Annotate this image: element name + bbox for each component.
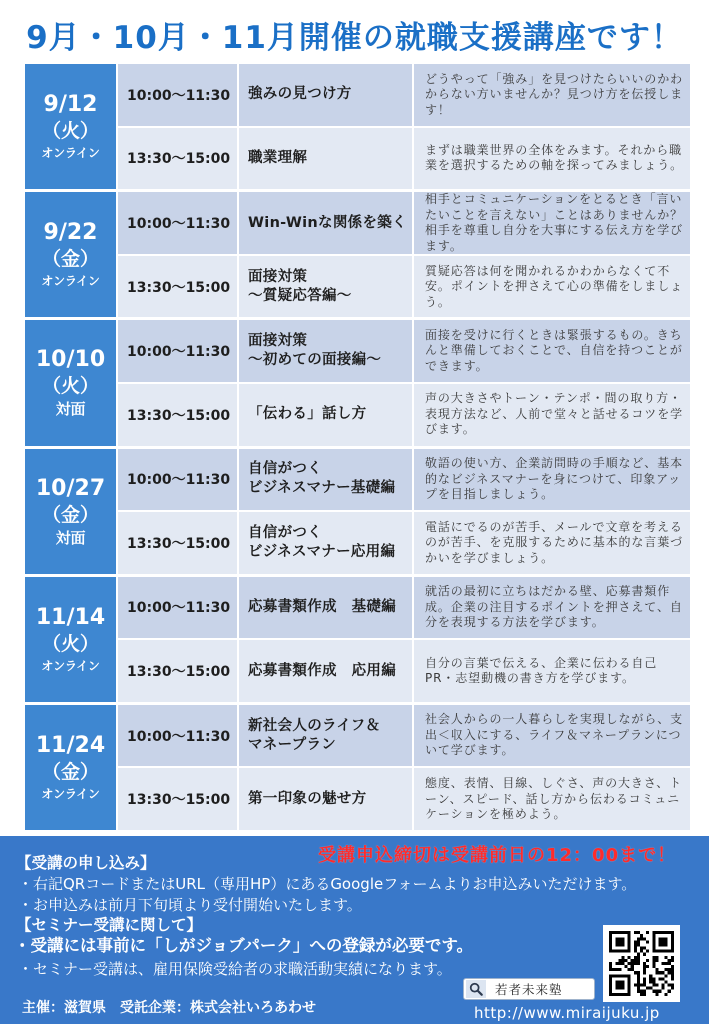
session-time	[118, 128, 237, 190]
qr-module	[658, 977, 661, 980]
session-time	[118, 640, 237, 702]
session-description-text: 相手とコミュニケーションをとるとき「言いたいことを言えない」ことはありませんか？相手を尊重し自分を大事にする伝え方を学びます。	[425, 192, 684, 253]
session-weekday: （金）	[41, 503, 99, 526]
session-weekday: （火）	[41, 375, 99, 398]
qr-module	[634, 947, 637, 950]
session-title-text: 職業理解	[248, 149, 308, 166]
session-rows	[118, 64, 690, 189]
schedule-block-1114	[25, 577, 690, 702]
session-description	[414, 64, 690, 126]
qr-module	[668, 962, 671, 965]
session-description-text: 電話にでるのが苦手、メールで文章を考えるのが苦手、を克服するために基本的な言葉づかいを学びましょう。	[425, 519, 684, 565]
website-url: http://www.miraijuku.jp	[474, 1004, 660, 1022]
qr-module	[643, 937, 646, 940]
qr-module	[618, 968, 621, 971]
session-row-morning	[118, 449, 690, 511]
qr-module	[649, 980, 652, 983]
apply-item: ・お申込みは前月下旬頃より受付開始いたします。	[18, 896, 362, 914]
session-description-text: 質疑応答は何を聞かれるかわからなくて不安。ポイントを押さえて心の準備をしましょう。	[425, 263, 684, 309]
qr-module	[631, 968, 634, 971]
qr-module	[649, 974, 652, 977]
session-title-text: 「伝わる」話し方	[248, 406, 367, 423]
session-format: オンライン	[41, 274, 100, 289]
session-title-text: 新社会人のライフ＆ マネープラン	[248, 717, 381, 753]
qr-module	[637, 937, 640, 940]
qr-module	[637, 956, 640, 959]
session-description	[414, 577, 690, 639]
session-time	[118, 449, 237, 511]
qr-module	[646, 959, 649, 962]
search-icon	[466, 980, 486, 998]
session-title	[239, 192, 412, 254]
qr-module	[625, 965, 628, 968]
qr-module	[668, 959, 671, 962]
qr-module	[646, 965, 649, 968]
session-description-text: 社会人からの一人暮らしを実現しながら、支出＜収入にする、ライフ＆マネープランについて学びます。	[425, 712, 684, 758]
search-query: 若者未来塾	[495, 982, 563, 997]
session-row-afternoon	[118, 640, 690, 702]
qr-module	[615, 937, 624, 946]
session-date: 11/24	[35, 732, 106, 758]
qr-module	[662, 971, 665, 974]
session-format: オンライン	[41, 658, 100, 673]
session-description	[414, 768, 690, 830]
qr-module	[668, 968, 671, 971]
session-time	[118, 512, 237, 574]
qr-module	[646, 950, 649, 953]
qr-module	[637, 977, 640, 980]
schedule-block-0922	[25, 192, 690, 317]
qr-module	[643, 993, 646, 996]
qr-module	[671, 956, 674, 959]
session-time	[118, 577, 237, 639]
session-time	[118, 64, 237, 126]
qr-module	[628, 968, 631, 971]
session-title-text: 応募書類作成 基礎編	[248, 598, 396, 615]
session-row-afternoon	[118, 768, 690, 830]
qr-code	[603, 925, 680, 1002]
schedule-block-1124	[25, 705, 690, 830]
session-title	[239, 256, 412, 317]
session-time-text: 10:00〜11:30	[127, 87, 231, 104]
qr-module	[643, 953, 646, 956]
apply-heading: 【受講の申し込み】	[16, 854, 156, 872]
qr-module	[628, 956, 631, 959]
session-title	[239, 128, 412, 190]
qr-module	[640, 947, 643, 950]
session-time	[118, 705, 237, 767]
qr-module	[637, 980, 640, 983]
qr-module	[640, 950, 643, 953]
session-time-text: 10:00〜11:30	[127, 216, 231, 233]
qr-module	[655, 956, 658, 959]
qr-module	[615, 968, 618, 971]
session-row-afternoon	[118, 256, 690, 317]
qr-module	[618, 962, 621, 965]
qr-module	[637, 943, 640, 946]
seminar-item: ・セミナー受講は、雇用保険受給者の求職活動実績になります。	[18, 960, 452, 978]
schedule-block-0912	[25, 64, 690, 189]
qr-module	[643, 977, 646, 980]
session-title	[239, 320, 412, 382]
qr-module	[637, 971, 640, 974]
qr-module	[634, 984, 637, 987]
search-box	[463, 978, 595, 1000]
qr-module	[671, 968, 674, 971]
session-row-afternoon	[118, 128, 690, 190]
qr-module	[631, 962, 634, 965]
schedule-block-1027	[25, 449, 690, 574]
session-row-morning	[118, 705, 690, 767]
qr-module	[634, 971, 637, 974]
qr-module	[637, 990, 640, 993]
qr-module	[612, 968, 615, 971]
qr-module	[637, 987, 640, 990]
qr-module	[671, 987, 674, 990]
qr-module	[640, 984, 643, 987]
qr-module	[643, 984, 646, 987]
qr-module	[634, 943, 637, 946]
qr-module	[671, 959, 674, 962]
qr-module	[662, 984, 665, 987]
qr-module	[631, 959, 634, 962]
session-time-text: 10:00〜11:30	[127, 344, 231, 361]
page-title: 9月・10月・11月開催の就職支援講座です！	[26, 20, 683, 56]
qr-module	[640, 993, 643, 996]
session-row-morning	[118, 192, 690, 254]
session-row-morning	[118, 577, 690, 639]
session-title	[239, 640, 412, 702]
session-format: 対面	[55, 528, 86, 547]
qr-module	[655, 993, 658, 996]
qr-module	[637, 984, 640, 987]
qr-module	[658, 990, 661, 993]
session-time-text: 13:30〜15:00	[127, 535, 231, 552]
session-format: オンライン	[41, 146, 100, 161]
session-weekday: （金）	[41, 760, 99, 783]
session-time-text: 13:30〜15:00	[127, 279, 231, 296]
session-description-text: 声の大きさやトーン・テンポ・間の取り方・表現方法など、人前で堂々と話せるコツを学びます。	[425, 391, 684, 437]
qr-module	[665, 974, 668, 977]
qr-module	[665, 968, 668, 971]
session-description	[414, 256, 690, 317]
qr-module	[634, 956, 637, 959]
qr-module	[640, 990, 643, 993]
qr-module	[634, 950, 637, 953]
session-description-text: 面接を受けに行くときは緊張するもの。きちんと準備しておくことで、自信を持つことができます。	[425, 327, 683, 373]
session-title-text: 自信がつく ビジネスマナー応用編	[248, 524, 396, 560]
qr-module	[655, 990, 658, 993]
qr-module	[652, 962, 655, 965]
qr-module	[671, 977, 674, 980]
qr-module	[665, 993, 668, 996]
session-time-text: 13:30〜15:00	[127, 664, 231, 681]
session-date: 11/14	[35, 604, 106, 630]
date-cell	[25, 320, 116, 445]
session-title	[239, 64, 412, 126]
qr-module	[621, 959, 624, 962]
qr-module	[665, 962, 668, 965]
session-title	[239, 512, 412, 574]
qr-module	[637, 974, 640, 977]
session-title	[239, 705, 412, 767]
qr-module	[621, 962, 624, 965]
qr-module	[637, 959, 640, 962]
qr-module	[658, 937, 667, 946]
date-cell	[25, 577, 116, 702]
qr-module	[634, 940, 637, 943]
session-time-text: 10:00〜11:30	[127, 472, 231, 489]
qr-module	[652, 956, 655, 959]
session-title-text: 第一印象の魅せ方	[248, 790, 367, 807]
organizer-credit: 主催：滋賀県 受託企業：株式会社いろあわせ	[22, 1000, 316, 1016]
qr-module	[615, 980, 624, 989]
qr-module	[646, 987, 649, 990]
session-description	[414, 384, 690, 446]
session-row-morning	[118, 64, 690, 126]
session-description-text: どうやって「強み」を見つけたらいいのかわからない方いませんか？見つけ方を伝授します！	[425, 71, 684, 117]
qr-module	[652, 984, 655, 987]
session-date: 10/27	[35, 475, 106, 501]
session-description-text: まずは職業世界の全体をみます。それから職業を選択するための軸を探ってみましょう。	[425, 142, 684, 173]
session-description	[414, 449, 690, 511]
qr-module	[618, 959, 621, 962]
info-footer	[0, 836, 709, 1024]
qr-module	[640, 937, 643, 940]
qr-module	[658, 971, 661, 974]
qr-module	[643, 980, 646, 983]
session-weekday: （火）	[41, 632, 99, 655]
qr-module	[634, 962, 637, 965]
qr-module	[671, 984, 674, 987]
session-title-text: 面接対策 〜質疑応答編〜	[248, 268, 352, 304]
session-description	[414, 192, 690, 254]
schedule-table	[25, 64, 690, 830]
qr-module	[652, 965, 655, 968]
qr-module	[615, 962, 618, 965]
session-title-text: 面接対策 〜初めての面接編〜	[248, 333, 382, 369]
session-description-text: 自分の言葉で伝える、企業に伝わる自己PR・志望動機の書き方を学びます。	[425, 655, 658, 686]
qr-module	[671, 971, 674, 974]
qr-module	[643, 947, 646, 950]
session-time	[118, 192, 237, 254]
session-date: 9/12	[43, 92, 98, 118]
qr-module	[621, 956, 624, 959]
date-cell	[25, 705, 116, 830]
qr-module	[668, 971, 671, 974]
qr-module	[637, 962, 640, 965]
session-time-text: 13:30〜15:00	[127, 151, 231, 168]
qr-module	[665, 980, 668, 983]
qr-module	[662, 987, 665, 990]
qr-module	[643, 968, 646, 971]
seminar-item: ・受講には事前に「しがジョブパーク」への登録が必要です。	[14, 936, 474, 955]
qr-module	[652, 959, 655, 962]
qr-module	[609, 965, 612, 968]
session-time-text: 10:00〜11:30	[127, 600, 231, 617]
apply-item: ・右記QRコードまたはURL（専用HP）にあるGoogleフォームよりお申込みいただけます。	[18, 875, 637, 893]
qr-module	[655, 971, 658, 974]
session-row-morning	[118, 320, 690, 382]
session-title	[239, 384, 412, 446]
session-time	[118, 384, 237, 446]
session-description	[414, 512, 690, 574]
qr-module	[662, 977, 665, 980]
session-description-text: 就活の最初に立ちはだかる壁、応募書類作成。企業の注目するポイントを押さえて、自分を表現する方法を学びます。	[425, 584, 683, 630]
qr-module	[655, 968, 658, 971]
qr-module	[643, 971, 646, 974]
session-description	[414, 705, 690, 767]
session-weekday: （火）	[41, 120, 99, 143]
seminar-heading: 【セミナー受講に関して】	[16, 916, 203, 934]
session-description-text: 敬語の使い方、企業訪問時の手順など、基本的なビジネスマナーを身につけて、印象アップを目指しましょう。	[425, 456, 684, 502]
qr-module	[668, 990, 671, 993]
qr-module	[637, 953, 640, 956]
date-cell	[25, 449, 116, 574]
session-title-text: 強みの見つけ方	[248, 86, 352, 103]
session-time-text: 13:30〜15:00	[127, 792, 231, 809]
qr-module	[643, 965, 646, 968]
session-format: 対面	[55, 400, 86, 419]
session-row-afternoon	[118, 384, 690, 446]
qr-module	[637, 940, 640, 943]
session-rows	[118, 320, 690, 445]
session-description	[414, 640, 690, 702]
deadline-notice: 受講申込締切は受講前日の12：00まで！	[318, 845, 677, 866]
qr-module	[631, 965, 634, 968]
session-time-text: 13:30〜15:00	[127, 407, 231, 424]
qr-module	[671, 974, 674, 977]
qr-module	[634, 959, 637, 962]
qr-module	[628, 962, 631, 965]
qr-module	[643, 962, 646, 965]
qr-module	[640, 934, 643, 937]
session-format: オンライン	[41, 786, 100, 801]
session-time-text: 10:00〜11:30	[127, 728, 231, 745]
schedule-block-1010	[25, 320, 690, 445]
session-description	[414, 320, 690, 382]
session-description-text: 態度、表情、目線、しぐさ、声の大きさ、トーン、スピード、話し方から伝わるコミュニケーションを極めよう。	[425, 776, 683, 821]
qr-module	[652, 980, 655, 983]
session-description	[414, 128, 690, 190]
qr-module	[652, 990, 655, 993]
session-rows	[118, 192, 690, 317]
qr-module	[655, 959, 658, 962]
session-rows	[118, 449, 690, 574]
session-title-text: 応募書類作成 応用編	[248, 662, 396, 679]
session-date: 10/10	[35, 347, 106, 373]
session-time	[118, 320, 237, 382]
qr-module	[625, 959, 628, 962]
qr-module	[652, 977, 655, 980]
qr-module	[634, 931, 637, 934]
session-rows	[118, 705, 690, 830]
session-rows	[118, 577, 690, 702]
session-title	[239, 449, 412, 511]
session-weekday: （金）	[41, 248, 99, 271]
qr-module	[646, 931, 649, 934]
qr-module	[609, 962, 612, 965]
qr-module	[671, 965, 674, 968]
session-title	[239, 577, 412, 639]
session-row-afternoon	[118, 512, 690, 574]
session-time	[118, 256, 237, 317]
qr-module	[637, 931, 640, 934]
qr-module	[649, 977, 652, 980]
qr-module	[609, 968, 612, 971]
qr-module	[662, 962, 665, 965]
qr-module	[665, 956, 668, 959]
session-title-text: Win-Winな関係を築く	[248, 214, 407, 231]
qr-module	[649, 987, 652, 990]
qr-module	[646, 940, 649, 943]
session-time	[118, 768, 237, 830]
qr-module	[643, 990, 646, 993]
session-title-text: 自信がつく ビジネスマナー基礎編	[248, 461, 396, 497]
date-cell	[25, 192, 116, 317]
qr-module	[655, 984, 658, 987]
qr-module	[668, 984, 671, 987]
date-cell	[25, 64, 116, 189]
session-date: 9/22	[43, 220, 98, 246]
session-title	[239, 768, 412, 830]
